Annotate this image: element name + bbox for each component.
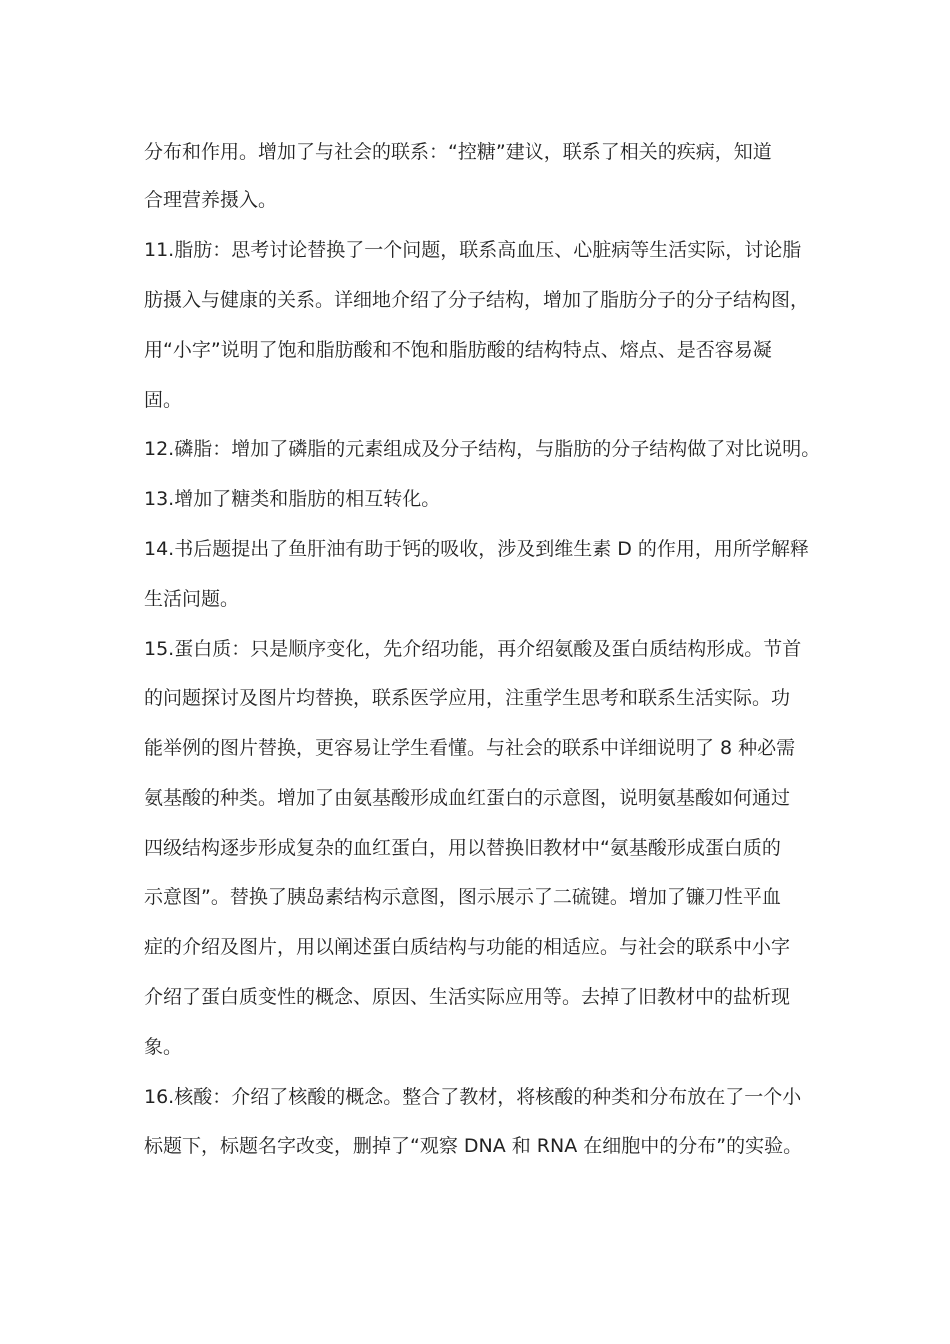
- text-line: 示意图”。替换了胰岛素结构示意图，图示展示了二硫键。增加了镰刀性平血: [144, 886, 781, 908]
- text-line: 的问题探讨及图片均替换，联系医学应用，注重学生思考和联系生活实际。功: [144, 687, 791, 709]
- text-line: 症的介绍及图片，用以阐述蛋白质结构与功能的相适应。与社会的联系中小字: [144, 936, 791, 958]
- text-line: 分布和作用。增加了与社会的联系：“控糖”建议，联系了相关的疾病，知道: [144, 141, 772, 163]
- text-line: 11.脂肪：思考讨论替换了一个问题，联系高血压、心脏病等生活实际，讨论脂: [144, 239, 802, 261]
- text-line: 合理营养摄入。: [144, 189, 278, 211]
- text-line: 用“小字”说明了饱和脂肪酸和不饱和脂肪酸的结构特点、熔点、是否容易凝: [144, 339, 772, 361]
- text-line: 标题下，标题名字改变，删掉了“观察 DNA 和 RNA 在细胞中的分布”的实验。: [144, 1135, 803, 1157]
- text-line: 15.蛋白质：只是顺序变化，先介绍功能，再介绍氨酸及蛋白质结构形成。节首: [144, 638, 802, 660]
- text-line: 肪摄入与健康的关系。详细地介绍了分子结构，增加了脂肪分子的分子结构图，: [144, 289, 810, 311]
- text-line: 能举例的图片替换，更容易让学生看懂。与社会的联系中详细说明了 8 种必需: [144, 737, 796, 759]
- text-line: 13.增加了糖类和脂肪的相互转化。: [144, 488, 441, 510]
- text-line: 象。: [144, 1036, 183, 1058]
- text-line: 四级结构逐步形成复杂的血红蛋白，用以替换旧教材中“氨基酸形成蛋白质的: [144, 837, 781, 859]
- text-line: 固。: [144, 389, 183, 411]
- text-line: 介绍了蛋白质变性的概念、原因、生活实际应用等。去掉了旧教材中的盐析现: [144, 986, 791, 1008]
- text-line: 16.核酸：介绍了核酸的概念。整合了教材，将核酸的种类和分布放在了一个小: [144, 1086, 802, 1108]
- text-line: 14.书后题提出了鱼肝油有助于钙的吸收，涉及到维生素 D 的作用，用所学解释: [144, 538, 809, 560]
- text-line: 氨基酸的种类。增加了由氨基酸形成血红蛋白的示意图，说明氨基酸如何通过: [144, 787, 791, 809]
- text-line: 12.磷脂：增加了磷脂的元素组成及分子结构，与脂肪的分子结构做了对比说明。: [144, 438, 821, 460]
- text-line: 生活问题。: [144, 588, 240, 610]
